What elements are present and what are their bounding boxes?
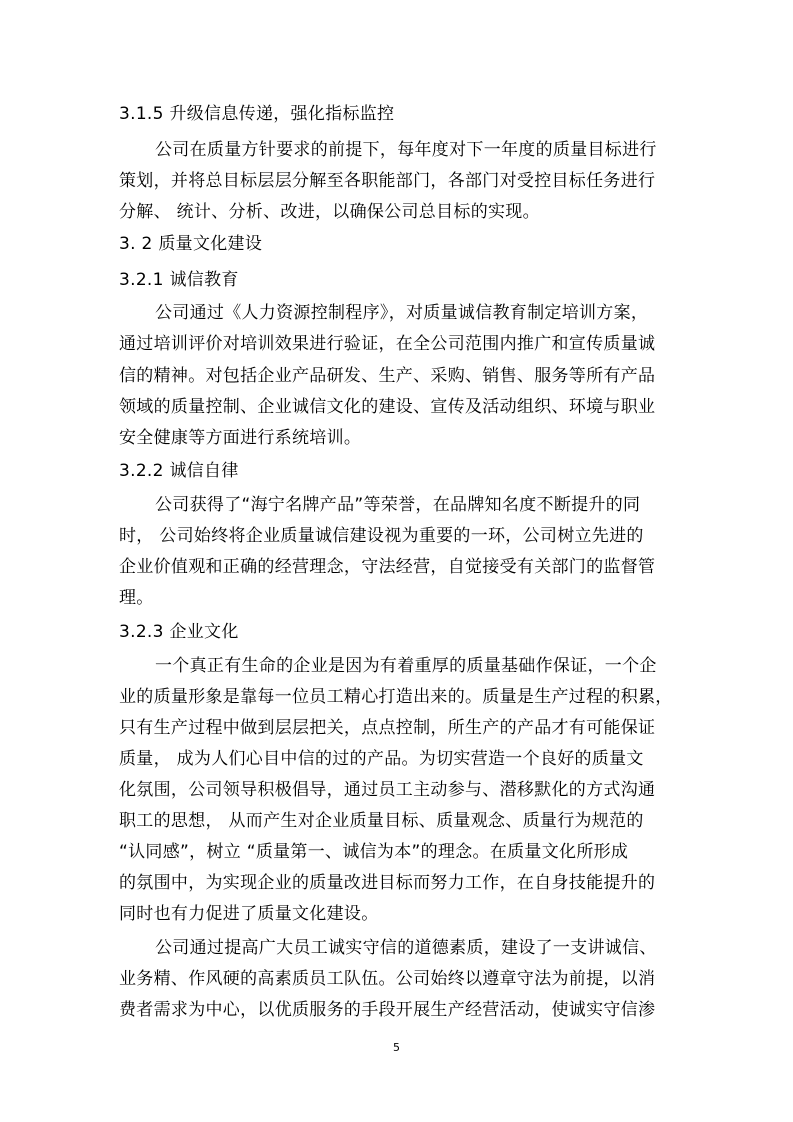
paragraph-line: 同时也有力促进了质量文化建设。: [119, 904, 379, 924]
paragraph-line: 公司通过《人力资源控制程序》，对质量诚信教育制定培训方案，: [155, 303, 649, 323]
paragraph-line: 通过培训评价对培训效果进行验证，在全公司范围内推广和宣传质量诚: [119, 334, 656, 354]
paragraph-line: 化氛围，公司领导积极倡导，通过员工主动参与、潜移默化的方式沟通: [119, 780, 656, 800]
paragraph-line: 企业价值观和正确的经营理念，守法经营，自觉接受有关部门的监督管: [119, 557, 656, 577]
paragraph-line: 领域的质量控制、企业诚信文化的建设、宣传及活动组织、环境与职业: [119, 397, 656, 417]
paragraph-line: 公司获得了“海宁名牌产品”等荣誉，在品牌知名度不断提升的同: [155, 495, 641, 515]
paragraph-line: 信的精神。对包括企业产品研发、生产、采购、销售、服务等所有产品: [119, 366, 656, 386]
paragraph-line: 公司在质量方针要求的前提下，每年度对下一年度的质量目标进行: [155, 140, 657, 160]
page-number: 5: [393, 1041, 400, 1054]
paragraph-line: 一个真正有生命的企业是因为有着重厚的质量基础作保证，一个企: [155, 656, 657, 676]
paragraph-line: 策划，并将总目标层层分解至各职能部门，各部门对受控目标任务进行: [119, 171, 656, 191]
paragraph-line: 只有生产过程中做到层层把关，点点控制，所生产的产品才有可能保证: [119, 718, 656, 738]
paragraph-line: 公司通过提高广大员工诚实守信的道德素质，建设了一支讲诚信、: [155, 938, 657, 958]
paragraph-line: “认同感”，树立 “质量第一、诚信为本”的理念。在质量文化所形成: [119, 842, 629, 862]
paragraph-line: 安全健康等方面进行系统培训。: [119, 428, 362, 448]
paragraph-line: 时， 公司始终将企业质量诚信建设视为重要的一环，公司树立先进的: [119, 526, 644, 546]
section-heading-3-2-3: 3.2.3 企业文化: [119, 622, 239, 642]
paragraph-line: 理。: [119, 588, 154, 608]
paragraph-line: 质量， 成为人们心目中信的过的产品。为切实营造一个良好的质量文: [119, 749, 644, 769]
paragraph-line: 业务精、作风硬的高素质员工队伍。公司始终以遵章守法为前提，以消: [119, 969, 656, 989]
paragraph-line: 费者需求为中心，以优质服务的手段开展生产经营活动，使诚实守信渗: [119, 1000, 656, 1020]
section-heading-3-1-5: 3.1.5 升级信息传递，强化指标监控: [119, 104, 395, 124]
paragraph-line: 分解、 统计、分析、改进，以确保公司总目标的实现。: [119, 202, 540, 222]
section-heading-3-2-2: 3.2.2 诚信自律: [119, 461, 239, 481]
section-heading-3-2-1: 3.2.1 诚信教育: [119, 270, 239, 290]
paragraph-line: 职工的思想， 从而产生对企业质量目标、质量观念、质量行为规范的: [119, 811, 644, 831]
section-heading-3-2: 3. 2 质量文化建设: [119, 234, 263, 254]
paragraph-line: 业的质量形象是靠每一位员工精心打造出来的。质量是生产过程的积累，: [119, 687, 673, 707]
paragraph-line: 的氛围中，为实现企业的质量改进目标而努力工作，在自身技能提升的: [119, 873, 656, 893]
